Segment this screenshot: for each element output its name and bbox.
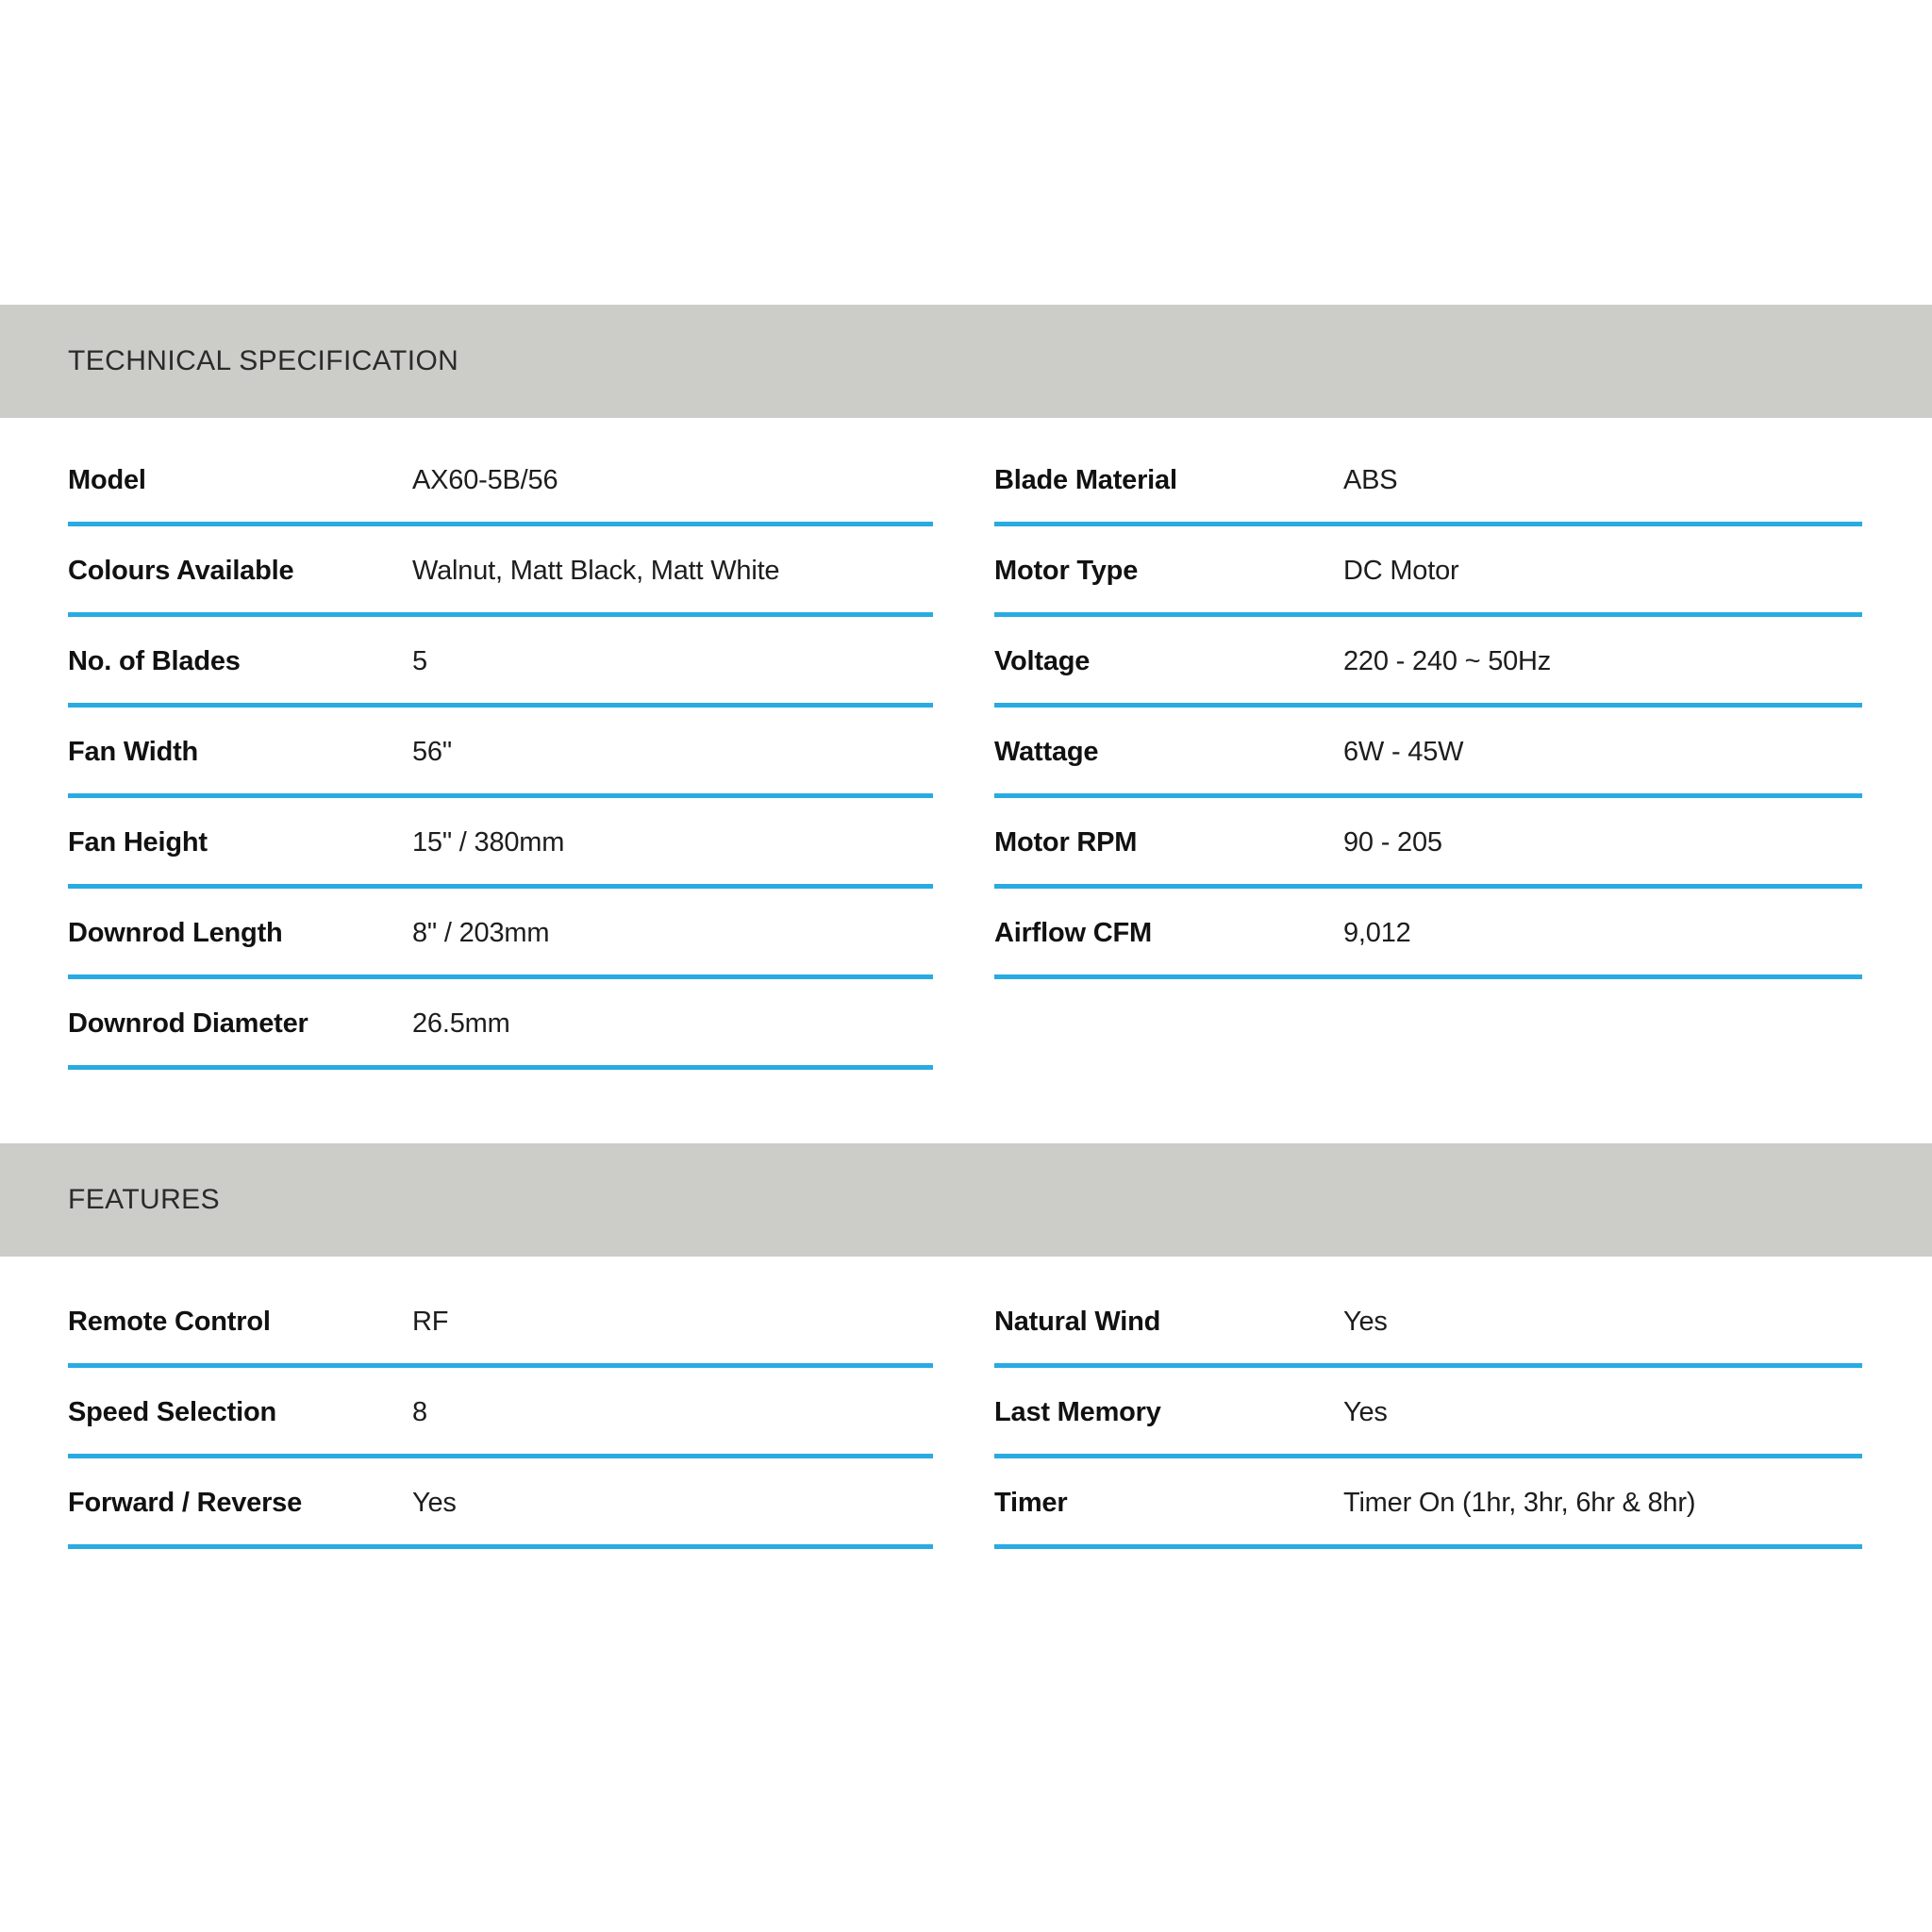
spec-value: 26.5mm — [412, 1008, 510, 1039]
spec-label: Motor Type — [994, 556, 1139, 586]
spec-value: ABS — [1343, 465, 1398, 495]
spec-row-model — [68, 436, 933, 526]
spec-label: Natural Wind — [994, 1307, 1161, 1337]
spec-label: Wattage — [994, 737, 1099, 767]
spec-row-speed-selection — [68, 1368, 933, 1458]
spec-label: Fan Width — [68, 737, 199, 767]
spec-value: Yes — [1343, 1397, 1388, 1427]
spec-value: 8" / 203mm — [412, 918, 550, 948]
spec-row-no-of-blades — [68, 617, 933, 708]
technical-specification-header-bar — [0, 305, 1932, 418]
spec-value: 90 - 205 — [1343, 827, 1442, 858]
spec-row-motor-type — [994, 526, 1862, 617]
spec-row-motor-rpm — [994, 798, 1862, 889]
spec-label: Blade Material — [994, 465, 1177, 495]
spec-label: Downrod Diameter — [68, 1008, 308, 1039]
spec-row-downrod-diameter — [68, 979, 933, 1070]
features-title: FEATURES — [68, 1184, 220, 1215]
spec-label: Remote Control — [68, 1307, 271, 1337]
spec-label: Motor RPM — [994, 827, 1138, 858]
spec-value: Yes — [412, 1488, 457, 1518]
spec-row-fan-height — [68, 798, 933, 889]
spec-row-forward-reverse — [68, 1458, 933, 1549]
spec-label: Airflow CFM — [994, 918, 1152, 948]
technical-spec-left-column — [68, 436, 933, 1070]
spec-label: Last Memory — [994, 1397, 1161, 1427]
spec-row-last-memory — [994, 1368, 1862, 1458]
spec-value: Yes — [1343, 1307, 1388, 1337]
spec-value: 5 — [412, 646, 427, 676]
spec-row-downrod-length — [68, 889, 933, 979]
spec-label: Model — [68, 465, 146, 495]
spec-value: 6W - 45W — [1343, 737, 1464, 767]
spec-label: Speed Selection — [68, 1397, 277, 1427]
spec-label: Fan Height — [68, 827, 208, 858]
spec-label: Forward / Reverse — [68, 1488, 303, 1518]
spec-label: Timer — [994, 1488, 1068, 1518]
spec-value: DC Motor — [1343, 556, 1459, 586]
spec-row-colours-available — [68, 526, 933, 617]
spec-value: AX60-5B/56 — [412, 465, 558, 495]
spec-row-airflow-cfm — [994, 889, 1862, 979]
spec-row-blade-material — [994, 436, 1862, 526]
spec-value: Walnut, Matt Black, Matt White — [412, 556, 780, 586]
technical-specification-title: TECHNICAL SPECIFICATION — [68, 345, 459, 376]
spec-value: 220 - 240 ~ 50Hz — [1343, 646, 1552, 676]
spec-value: 15" / 380mm — [412, 827, 565, 858]
spec-label: No. of Blades — [68, 646, 241, 676]
spec-value: RF — [412, 1307, 449, 1337]
spec-row-fan-width — [68, 708, 933, 798]
spec-label: Downrod Length — [68, 918, 283, 948]
spec-label: Colours Available — [68, 556, 294, 586]
spec-row-voltage — [994, 617, 1862, 708]
spec-row-wattage — [994, 708, 1862, 798]
spec-row-natural-wind — [994, 1277, 1862, 1368]
features-left-column — [68, 1277, 933, 1549]
spec-row-remote-control — [68, 1277, 933, 1368]
spec-row-timer — [994, 1458, 1862, 1549]
spec-value: Timer On (1hr, 3hr, 6hr & 8hr) — [1343, 1488, 1696, 1518]
technical-spec-right-column — [994, 436, 1862, 979]
spec-value: 8 — [412, 1397, 427, 1427]
features-header-bar — [0, 1143, 1932, 1257]
spec-value: 9,012 — [1343, 918, 1411, 948]
spec-label: Voltage — [994, 646, 1091, 676]
spec-value: 56" — [412, 737, 452, 767]
features-right-column — [994, 1277, 1862, 1549]
